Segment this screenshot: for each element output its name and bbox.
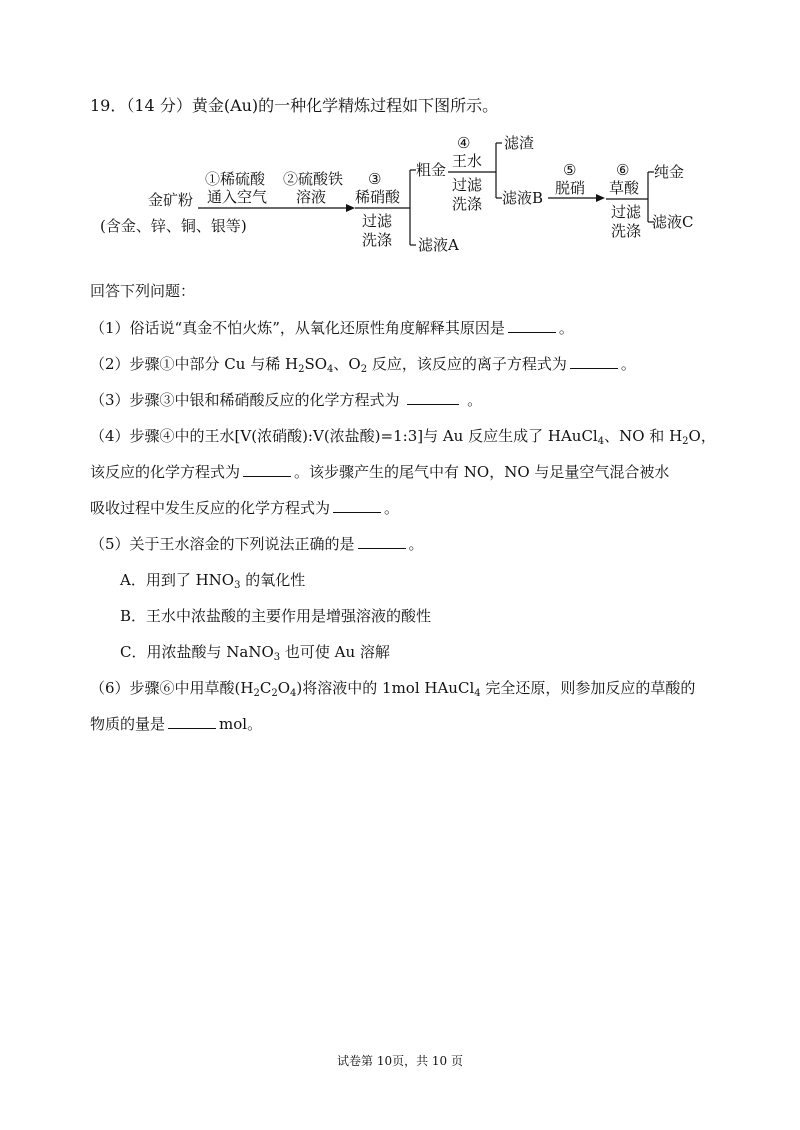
subquestion-4-line3: [90, 497, 399, 518]
step4-label: 王水: [452, 152, 483, 170]
q5-answer-blank[interactable]: [358, 534, 406, 549]
step6-filter1: 过滤: [611, 203, 642, 221]
q4-text-l1c: O，: [688, 427, 716, 445]
q6-answer-blank[interactable]: [168, 714, 216, 729]
subquestion-3: [90, 389, 482, 410]
lead-in: 回答下列问题：: [90, 282, 196, 300]
q6-sub-o4: 4: [290, 688, 297, 699]
q2-answer-blank[interactable]: [570, 354, 618, 369]
q4-text-l1b: 、NO 和 H: [604, 427, 683, 445]
step1-bottom: 通入空气: [207, 188, 268, 206]
pure-gold: 纯金: [654, 163, 685, 181]
q4-text-l2b: 。该步骤产生的尾气中有 NO，NO 与足量空气混合被水: [294, 463, 670, 481]
flow-start-note: (含金、锌、铜、银等): [100, 217, 247, 235]
q2-end: 。: [620, 355, 636, 373]
subquestion-6-line2: [90, 713, 262, 734]
q4-text-l2a: 该反应的化学方程式为: [90, 463, 241, 481]
subquestion-4-line2: [90, 461, 669, 482]
q3-text: （3）步骤③中银和稀硝酸反应的化学方程式为: [90, 391, 405, 409]
q2-text-a: （2）步骤①中部分 Cu 与稀 H: [90, 355, 299, 373]
flow-start: 金矿粉: [148, 191, 194, 209]
step4-filter2: 洗涤: [452, 195, 483, 213]
filtrate-b: 滤液B: [502, 189, 544, 207]
q2-sub-4: 4: [327, 364, 334, 375]
step5-num: ⑤: [563, 161, 577, 179]
question-number: 19．: [90, 96, 127, 115]
q4-text-l1a: （4）步骤④中的王水[V(浓硝酸):V(浓盐酸)=1:3]与 Au 反应生成了 HAuCl: [90, 427, 598, 445]
q1-end: 。: [558, 319, 574, 337]
step1-top: ①稀硫酸: [205, 170, 266, 188]
q4-text-l3b: 。: [384, 499, 400, 517]
q4-text-l3a: 吸收过程中发生反应的化学方程式为: [90, 499, 331, 517]
q5-option-b: [120, 605, 431, 626]
step5-label: 脱硝: [555, 179, 586, 197]
q3-end: 。: [462, 391, 483, 409]
q6-text-l1a: （6）步骤⑥中用草酸(H: [90, 679, 254, 697]
subquestion-5: [90, 533, 424, 554]
q5-option-a-text-b: 的氧化性: [240, 571, 306, 589]
q1-text: （1）俗话说“真金不怕火炼”，从氧化还原性角度解释其原因是: [90, 319, 505, 337]
step6-label: 草酸: [609, 179, 640, 197]
residue: 滤渣: [504, 134, 535, 152]
q6-text-l2b: mol。: [219, 715, 263, 733]
question-prompt: 黄金(Au)的一种化学精炼过程如下图所示。: [191, 96, 499, 115]
q5-end: 。: [408, 535, 424, 553]
q2-text-c: 、O: [333, 355, 361, 373]
q2-text-b: SO: [304, 355, 328, 373]
q5-option-c-sub: 3: [273, 652, 281, 663]
step4-filter1: 过滤: [452, 176, 483, 194]
q2-sub-o2: 2: [360, 364, 368, 375]
step4-num: ④: [457, 134, 471, 152]
step3-filter2: 洗涤: [362, 231, 393, 249]
q5-option-a-sub: 3: [234, 580, 241, 591]
q6-text-l1b: C: [259, 679, 272, 697]
q4-sub-2: 2: [682, 436, 689, 447]
filtrate-a: 滤液A: [418, 236, 459, 254]
q5-option-a-text: A．用到了 HNO: [120, 571, 235, 589]
step6-filter2: 洗涤: [611, 222, 642, 240]
q4-answer-blank-1[interactable]: [243, 462, 291, 477]
step5-arrowhead: [596, 194, 605, 202]
flow-arrowhead-main: [346, 204, 355, 212]
step3-label: 稀硝酸: [355, 188, 401, 206]
page-footer: 试卷第 10页，共 10 页: [337, 1054, 463, 1068]
q5-text: （5）关于王水溶金的下列说法正确的是: [90, 535, 355, 553]
q6-text-l2a: 物质的量是: [90, 715, 166, 733]
process-flowchart: [0, 0, 800, 270]
q5-option-b-text: B．王水中浓盐酸的主要作用是增强溶液的酸性: [120, 607, 432, 625]
subquestion-4-line1: [90, 425, 716, 446]
q2-text-d: 反应，该反应的离子方程式为: [367, 355, 567, 373]
q6-sub-cl4: 4: [474, 688, 481, 699]
q3-answer-blank[interactable]: [407, 390, 459, 405]
q6-text-l1c: O: [277, 679, 291, 697]
q6-sub-h2: 2: [253, 688, 260, 699]
subquestion-1: [90, 317, 574, 338]
q6-sub-c2: 2: [271, 688, 278, 699]
subquestion-6-line1: [90, 677, 695, 698]
q6-text-l1e: 完全还原，则参加反应的草酸的: [480, 679, 696, 697]
q5-option-a: [120, 569, 305, 590]
q2-sub-2: 2: [298, 364, 305, 375]
q5-option-c-text-b: 也可使 Au 溶解: [280, 643, 390, 661]
q1-answer-blank[interactable]: [508, 318, 556, 333]
step3-num: ③: [368, 170, 382, 188]
q6-text-l1d: )将溶液中的 1mol HAuCl: [296, 679, 475, 697]
step2-top: ②硫酸铁: [283, 170, 344, 188]
crude-gold: 粗金: [416, 161, 447, 179]
step3-filter1: 过滤: [362, 212, 393, 230]
step6-num: ⑥: [616, 161, 630, 179]
filtrate-c: 滤液C: [652, 213, 694, 231]
q5-option-c: [120, 641, 390, 662]
q4-sub-4: 4: [597, 436, 605, 447]
subquestion-2: [90, 353, 636, 374]
step2-bottom: 溶液: [296, 188, 327, 206]
q5-option-c-text: C．用浓盐酸与 NaNO: [120, 643, 274, 661]
q4-answer-blank-2[interactable]: [333, 498, 381, 513]
question-score: （14 分）: [126, 96, 192, 115]
